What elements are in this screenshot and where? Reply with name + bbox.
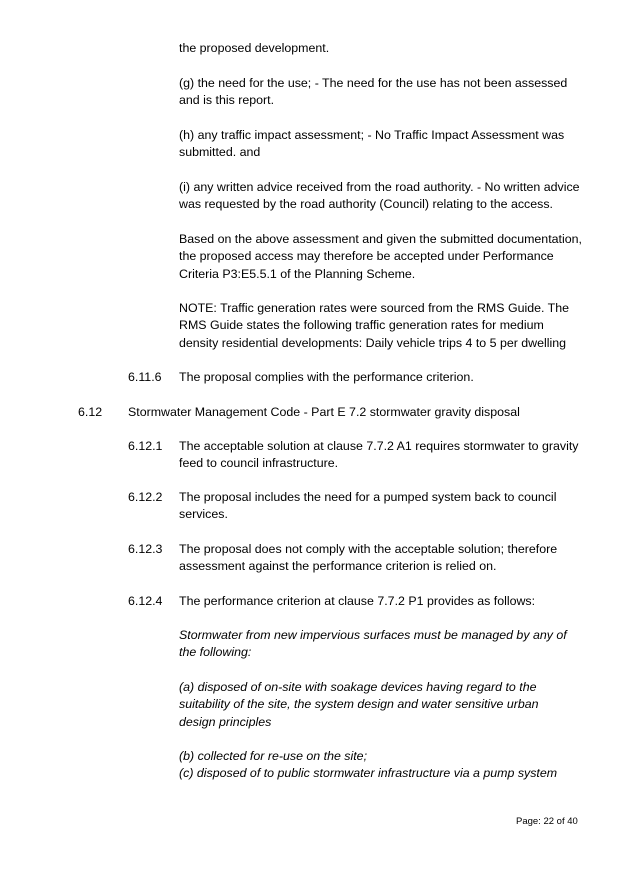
text-line: (i) any written advice received from the road authority. - No written advice — [179, 180, 580, 194]
item-6-11-6-text — [179, 369, 579, 386]
text-line: and is this report. — [179, 93, 275, 108]
item-6-12-2-text — [179, 489, 579, 524]
clause-g — [179, 75, 579, 110]
text-line: The performance criterion at clause 7.7.2 P1 provides as follows: — [179, 594, 536, 608]
text-line: submitted. and — [179, 145, 261, 160]
text-line: The acceptable solution at clause 7.7.2 A1 requires stormwater to gravity — [179, 439, 579, 453]
text-line: Stormwater from new impervious surfaces must be managed by any of — [179, 628, 567, 642]
item-number: 6.12.3 — [128, 542, 163, 556]
assessment-paragraph — [179, 231, 582, 283]
text-line: was requested by the road authority (Council) relating to the access. — [179, 197, 553, 212]
continuation-text — [179, 40, 579, 57]
text-line: Criteria P3:E5.5.1 of the Planning Scheme. — [179, 266, 416, 281]
text-line: The proposal complies with the performance criterion. — [179, 370, 474, 384]
text-line: NOTE: Traffic generation rates were sourced from the RMS Guide. The — [179, 301, 570, 315]
item-6-12-3-text — [179, 541, 579, 576]
item-number: 6.11.6 — [128, 370, 162, 384]
item-6-12-1-text — [179, 438, 579, 473]
text-line: Based on the above assessment and given the submitted documentation, — [179, 232, 582, 246]
quote-options-b-c — [179, 748, 579, 783]
text-line: RMS Guide states the following traffic generation rates for medium — [179, 318, 544, 333]
quote-option-a — [179, 679, 579, 731]
text-line: (a) disposed of on-site with soakage devices having regard to the — [179, 680, 537, 694]
section-title: Stormwater Management Code - Part E 7.2 stormwater gravity disposal — [128, 405, 520, 419]
text-line: density residential developments: Daily vehicle trips 4 to 5 per dwelling — [179, 335, 567, 350]
text-line: The proposal includes the need for a pumped system back to council — [179, 490, 557, 504]
quote-intro — [179, 627, 579, 662]
text-line: assessment against the performance criterion is relied on. — [179, 559, 497, 574]
clause-i — [179, 179, 579, 214]
text-line: (b) collected for re-use on the site; — [179, 749, 368, 763]
item-6-12-4-text — [179, 593, 579, 610]
text-line: The proposal does not comply with the acceptable solution; therefore — [179, 542, 558, 556]
section-number: 6.12 — [78, 405, 103, 419]
text-line: the proposed development. — [179, 41, 330, 55]
text-line: feed to council infrastructure. — [179, 456, 339, 471]
text-line: services. — [179, 507, 228, 522]
item-number: 6.12.4 — [128, 594, 163, 608]
text-line: (g) the need for the use; - The need for the use has not been assessed — [179, 76, 568, 90]
page-number: Page: 22 of 40 — [516, 816, 578, 827]
text-line: the proposed access may therefore be accepted under Performance — [179, 249, 554, 264]
text-line: the following: — [179, 645, 252, 660]
item-number: 6.12.2 — [128, 490, 163, 504]
text-line: design principles — [179, 714, 272, 729]
text-line: suitability of the site, the system design and water sensitive urban — [179, 697, 539, 712]
note-paragraph — [179, 300, 579, 352]
text-line: (h) any traffic impact assessment; - No Traffic Impact Assessment was — [179, 128, 565, 142]
clause-h — [179, 127, 579, 162]
item-number: 6.12.1 — [128, 439, 163, 453]
text-line: (c) disposed of to public stormwater infrastructure via a pump system — [179, 766, 558, 781]
